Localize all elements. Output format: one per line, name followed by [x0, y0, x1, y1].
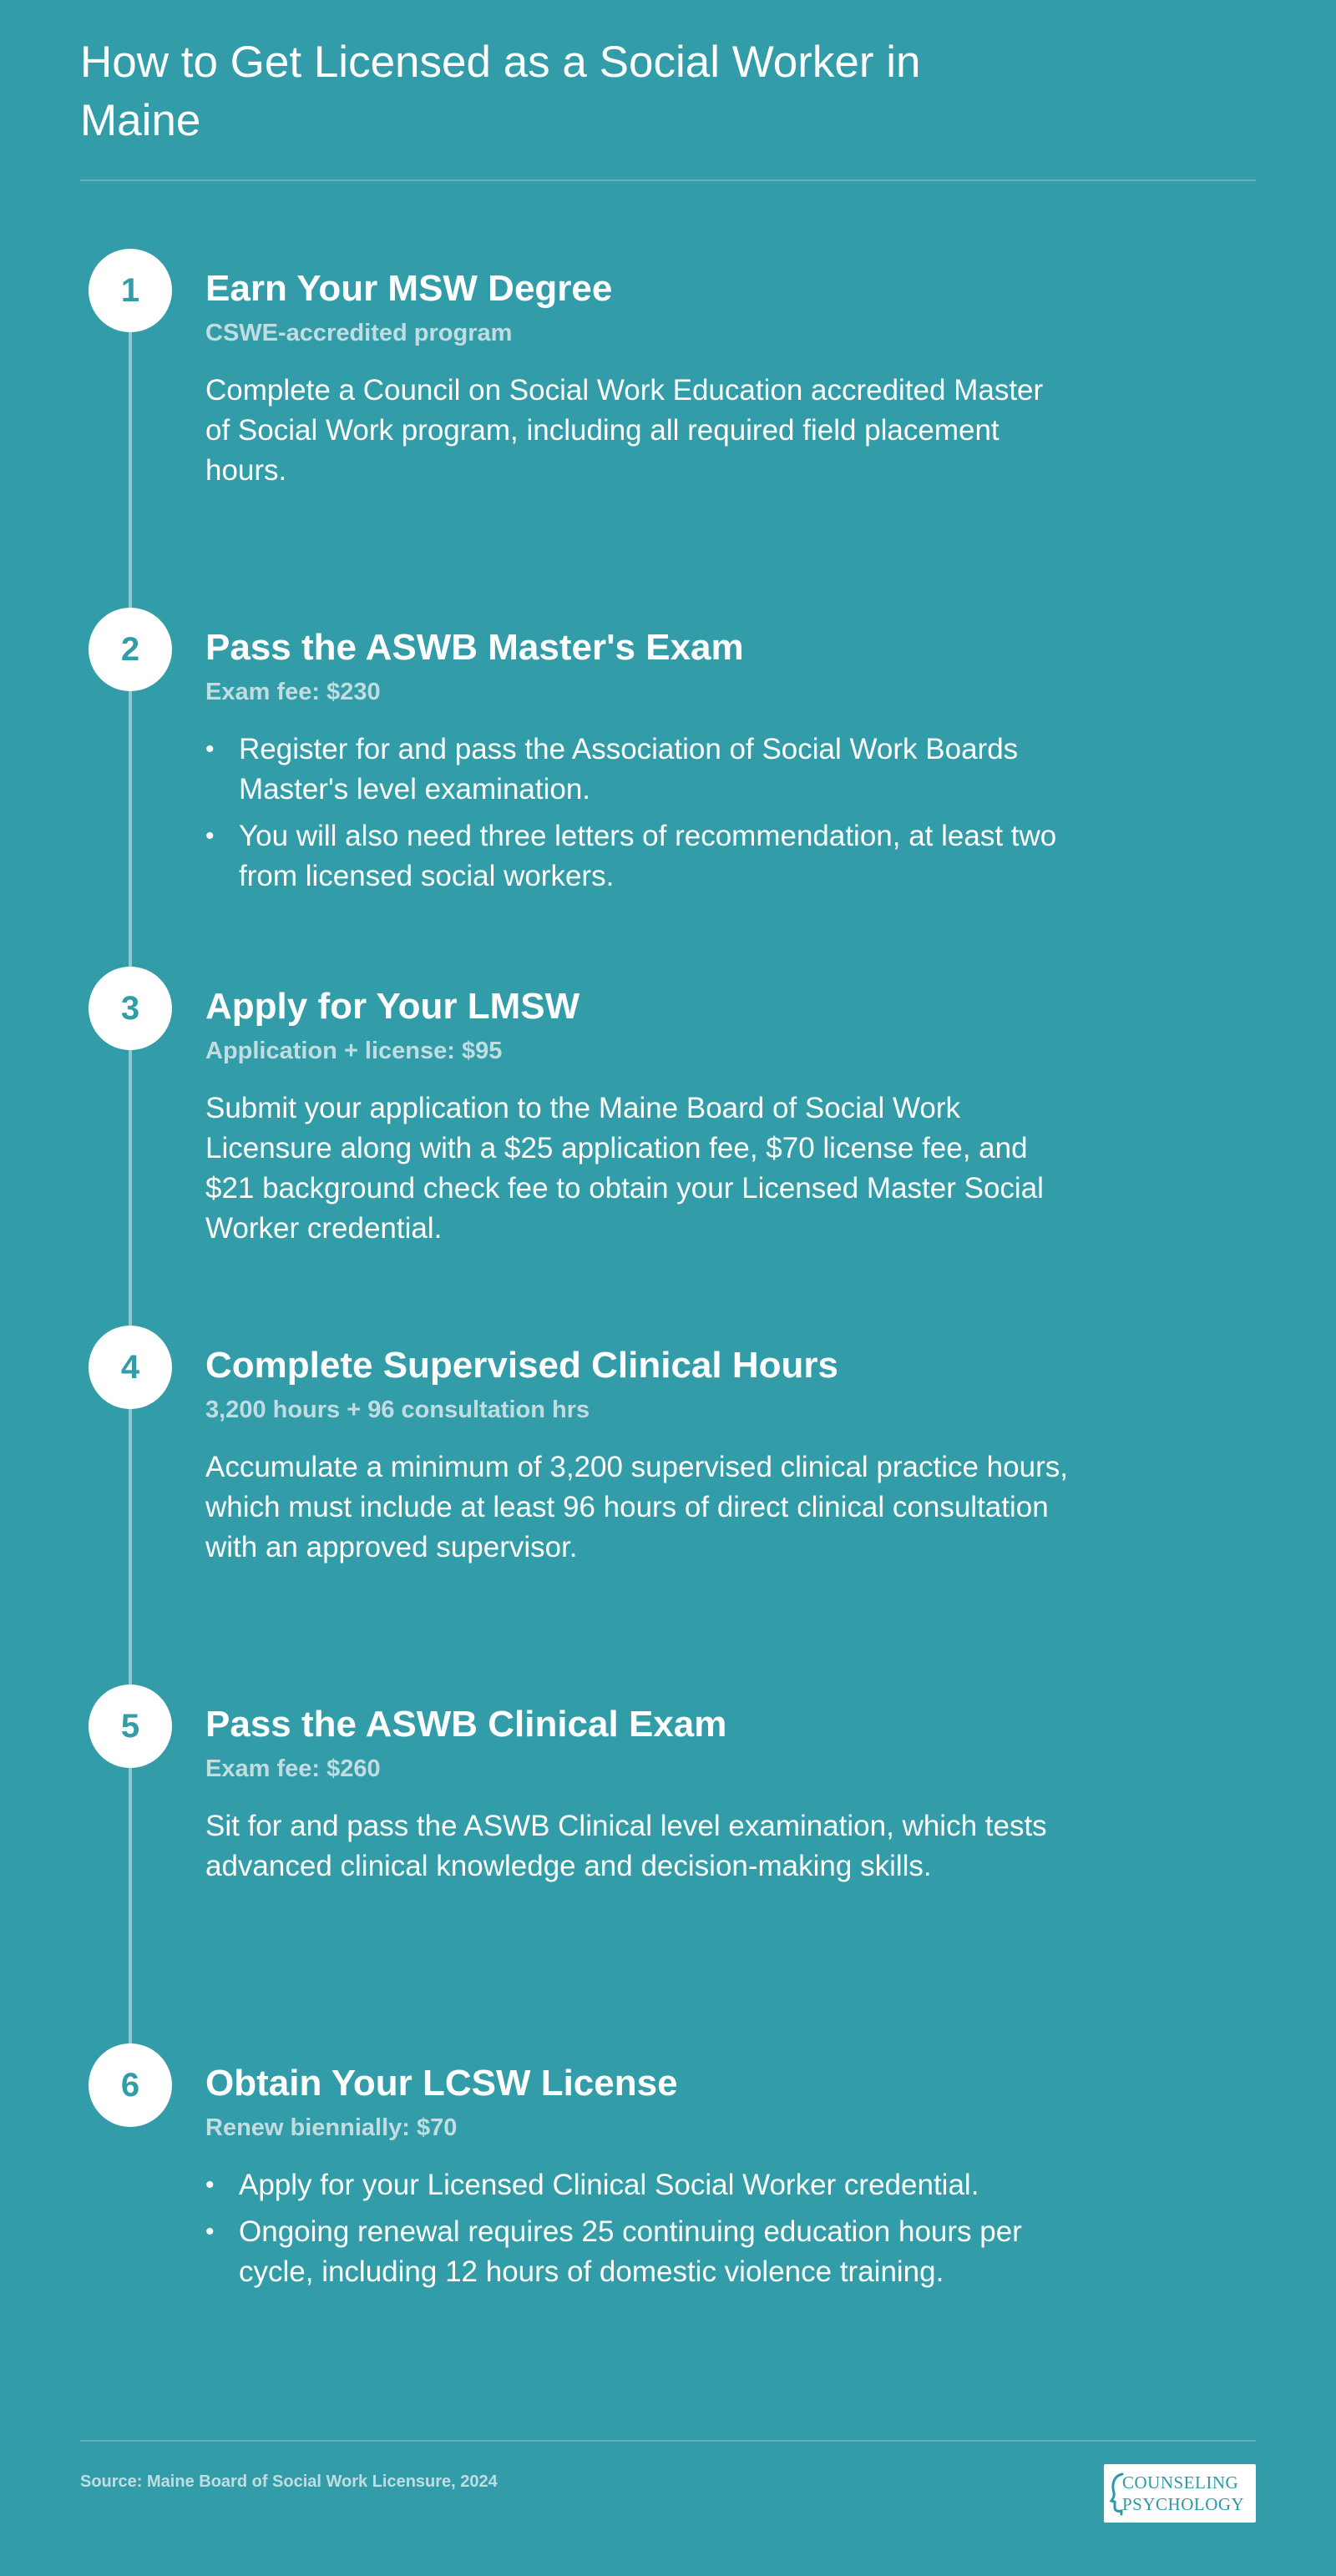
bullet-item: • Ongoing renewal requires 25 continuing education hours per cycle, including 12 hours of domestic violence training. — [205, 2212, 1074, 2292]
step-title: Complete Supervised Clinical Hours — [205, 1345, 838, 1386]
step-description: Complete a Council on Social Work Education accredited Master of Social Work program, including all required field placement hours. — [205, 374, 1044, 487]
header-divider — [80, 179, 1256, 181]
page-title: How to Get Licensed as a Social Worker in Maine — [80, 38, 921, 145]
logo-text-line1: COUNSELING — [1122, 2472, 1239, 2493]
step-subtitle: Exam fee: $230 — [205, 679, 381, 705]
step-title: Obtain Your LCSW License — [205, 2063, 678, 2104]
step-description: Submit your application to the Maine Board of Social Work Licensure along with a $25 application fee, $70 license fee, and $21 background check fee to obtain your Licensed Master Social Worker credential. — [205, 1092, 1044, 1245]
step-subtitle: Application + license: $95 — [205, 1038, 503, 1064]
bullet-item: • You will also need three letters of recommendation, at least two from licensed social workers. — [205, 816, 1074, 897]
step-bullet-list — [205, 730, 1074, 897]
source-citation: Source: Maine Board of Social Work Licensure, 2024 — [80, 2472, 498, 2491]
step-bullet-list — [205, 2165, 1074, 2292]
step-number-badge: 5 — [89, 1685, 172, 1768]
step-content — [205, 624, 1074, 903]
step-description: Accumulate a minimum of 3,200 supervised clinical practice hours, which must include at least 96 hours of direct clinical consultation with an approved supervisor. — [205, 1451, 1068, 1563]
timeline-line — [129, 292, 132, 2087]
bullet-item: • Register for and pass the Association of Social Work Boards Master's level examination. — [205, 730, 1074, 810]
step-subtitle: Exam fee: $260 — [205, 1755, 381, 1782]
step-content — [205, 983, 1074, 1249]
step-number-badge: 4 — [89, 1326, 172, 1409]
step-title: Apply for Your LMSW — [205, 986, 580, 1027]
step-subtitle: Renew biennially: $70 — [205, 2114, 458, 2141]
step-number-badge: 1 — [89, 249, 172, 332]
bullet-item: • Apply for your Licensed Clinical Social Worker credential. — [205, 2165, 1074, 2205]
step-subtitle: CSWE-accredited program — [205, 320, 513, 346]
step-content — [205, 2060, 1074, 2299]
step-description: Sit for and pass the ASWB Clinical level examination, which tests advanced clinical knowledge and decision-making skills. — [205, 1810, 1047, 1882]
step-title: Pass the ASWB Clinical Exam — [205, 1704, 727, 1745]
step-title: Pass the ASWB Master's Exam — [205, 627, 744, 668]
step-number-badge: 2 — [89, 608, 172, 691]
step-subtitle: 3,200 hours + 96 consultation hrs — [205, 1397, 590, 1423]
step-content — [205, 1342, 1074, 1568]
step-title: Earn Your MSW Degree — [205, 268, 613, 309]
step-content — [205, 265, 1074, 491]
footer-divider — [80, 2440, 1256, 2442]
logo-text-line2: PSYCHOLOGY — [1122, 2494, 1245, 2514]
counseling-psychology-logo — [1104, 2464, 1256, 2523]
step-content — [205, 1701, 1074, 1887]
step-number-badge: 6 — [89, 2043, 172, 2127]
step-number-badge: 3 — [89, 967, 172, 1050]
